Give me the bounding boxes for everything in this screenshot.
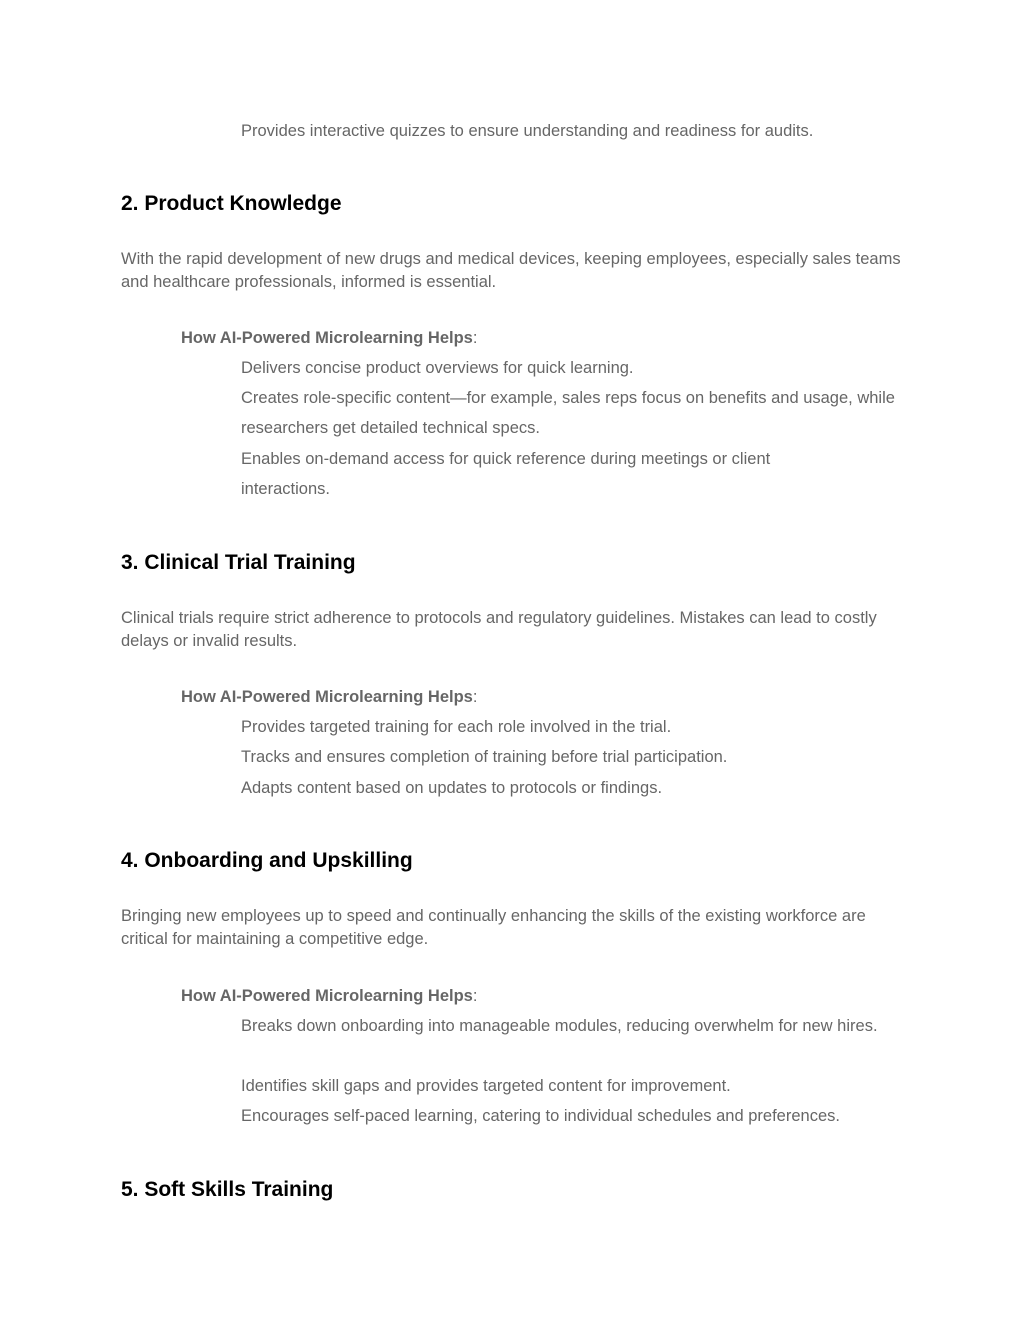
- section-paragraph-clinical-trial-training: Clinical trials require strict adherence to protocols and regulatory guidelines. Mistakes can lead to costly delays or invalid results.: [121, 609, 877, 650]
- bullet-onboarding-3: Encourages self-paced learning, catering to individual schedules and preferences.: [241, 1107, 840, 1125]
- intro-bullet: Provides interactive quizzes to ensure understanding and readiness for audits.: [241, 122, 814, 140]
- section-paragraph-onboarding-upskilling: Bringing new employees up to speed and continually enhancing the skills of the existing workforce are critical for maintaining a competitive edge.: [121, 907, 866, 948]
- bullet-onboarding-2: Identifies skill gaps and provides targeted content for improvement.: [241, 1077, 731, 1095]
- section-heading-soft-skills-training: 5. Soft Skills Training: [121, 1178, 334, 1201]
- bullet-product-2: Creates role-specific content—for example, sales reps focus on benefits and usage, while researchers get detailed technical specs.: [241, 389, 895, 438]
- bullet-onboarding-1: Breaks down onboarding into manageable modules, reducing overwhelm for new hires.: [241, 1017, 878, 1035]
- section-heading-product-knowledge: 2. Product Knowledge: [121, 192, 342, 215]
- helps-label-onboarding-upskilling: How AI-Powered Microlearning Helps:: [181, 987, 478, 1005]
- helps-label-clinical-trial-training: How AI-Powered Microlearning Helps:: [181, 688, 478, 706]
- bullet-clinical-1: Provides targeted training for each role involved in the trial.: [241, 718, 672, 736]
- bullet-product-1: Delivers concise product overviews for quick learning.: [241, 359, 634, 377]
- section-heading-clinical-trial-training: 3. Clinical Trial Training: [121, 551, 356, 574]
- helps-label-product-knowledge: How AI-Powered Microlearning Helps:: [181, 329, 478, 347]
- bullet-product-3: Enables on-demand access for quick reference during meetings or client interactions.: [241, 450, 771, 499]
- section-paragraph-product-knowledge: With the rapid development of new drugs and medical devices, keeping employees, especially sales teams and healthcare professionals, informed is essential.: [121, 250, 901, 291]
- section-heading-onboarding-upskilling: 4. Onboarding and Upskilling: [121, 849, 413, 872]
- bullet-clinical-3: Adapts content based on updates to protocols or findings.: [241, 779, 663, 797]
- bullet-clinical-2: Tracks and ensures completion of training before trial participation.: [241, 748, 728, 766]
